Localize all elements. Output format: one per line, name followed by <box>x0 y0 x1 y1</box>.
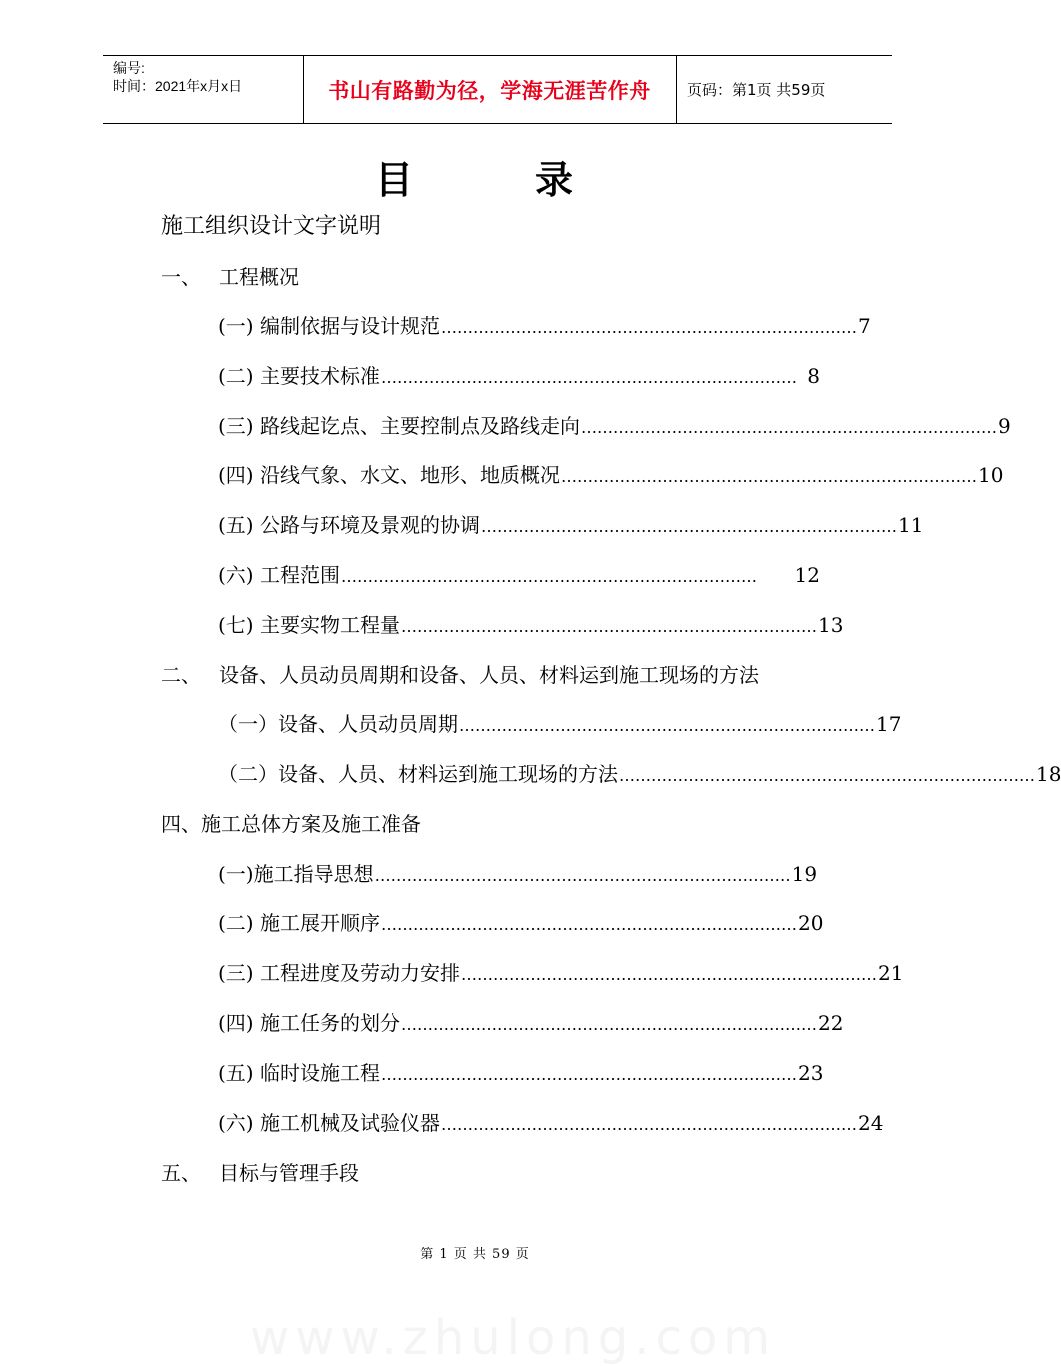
toc-entry-label: (四) 施工任务的划分 <box>218 1011 400 1035</box>
toc-entry-label: (一)施工指导思想 <box>218 862 374 886</box>
header-meta-cell <box>103 56 304 123</box>
toc-leader-dots: …………………………………………………………………… <box>440 1115 857 1134</box>
toc-entry[interactable] <box>218 760 1061 790</box>
toc-entry[interactable] <box>218 412 1011 442</box>
toc-entry-label: (六) 工程范围 <box>218 563 340 587</box>
toc-entry-label: (三) 工程进度及劳动力安排 <box>218 961 460 985</box>
toc-entry-number: （一） <box>218 712 278 736</box>
document-time-label: 时间：2021年x月x日 <box>113 78 243 94</box>
toc-entry[interactable] <box>218 860 818 890</box>
toc-entry-label: (四) 沿线气象、水文、地形、地质概况 <box>218 463 560 487</box>
toc-entry-label: (三) 路线起讫点、主要控制点及路线走向 <box>218 414 580 438</box>
toc-entry[interactable] <box>218 909 824 939</box>
toc-leader-dots: …………………………………………………………………… <box>460 965 877 984</box>
toc-entry-page: 23 <box>797 1061 824 1085</box>
watermark: www.zhulong.com <box>250 1310 777 1366</box>
toc-entry-page: 13 <box>817 613 844 637</box>
toc-entry[interactable] <box>218 511 924 541</box>
toc-leader-dots: …………………………………………………………………… <box>459 716 875 735</box>
title-char-left: 目 <box>374 158 415 202</box>
toc-leader-dots: …………………………………………………………………… <box>440 318 857 337</box>
section-title: 设备、人员动员周期和设备、人员、材料运到施工现场的方法 <box>219 663 759 687</box>
header-motto-cell <box>303 56 677 123</box>
section-title: 四、施工总体方案及施工准备 <box>161 812 421 836</box>
toc-leader-dots: …………………………………………………………………… <box>400 617 817 636</box>
page-header <box>103 55 892 124</box>
toc-entry-label: (二) 施工展开顺序 <box>218 911 380 935</box>
toc-entry-page: 8 <box>807 364 820 388</box>
toc-entry[interactable] <box>218 959 904 989</box>
section-number: 五、 <box>161 1161 201 1185</box>
toc-entry-number: （二） <box>218 762 278 786</box>
toc-entry[interactable] <box>218 710 902 740</box>
toc-entry-page: 18 <box>1036 762 1061 786</box>
section-title: 目标与管理手段 <box>219 1161 359 1185</box>
toc-entry-label: 设备、人员动员周期 <box>278 712 458 736</box>
toc-entry[interactable] <box>218 312 871 342</box>
toc-entry-page: 9 <box>997 414 1011 438</box>
toc-subtitle: 施工组织设计文字说明 <box>161 214 382 239</box>
toc-section-5 <box>161 1159 359 1187</box>
toc-entry-page: 22 <box>817 1011 844 1035</box>
toc-entry-label: (二) 主要技术标准 <box>218 364 380 388</box>
toc-entry-page: 21 <box>877 961 904 985</box>
header-motto: 书山有路勤为径，学海无涯苦作舟 <box>328 79 651 103</box>
toc-entry-label: (五) 临时设施工程 <box>218 1061 380 1085</box>
title-char-right: 录 <box>535 158 576 202</box>
toc-entry-label: (六) 施工机械及试验仪器 <box>218 1111 440 1135</box>
toc-entry[interactable] <box>218 362 820 392</box>
toc-leader-dots: …………………………………………………………………… <box>380 1065 797 1084</box>
toc-leader-dots: …………………………………………………………………… <box>400 1015 817 1034</box>
toc-entry-page: 11 <box>897 513 924 537</box>
page-title <box>0 150 950 210</box>
toc-leader-dots: …………………………………………………………………… <box>380 915 797 934</box>
toc-entry-page: 12 <box>794 563 820 587</box>
toc-entry-label: (五) 公路与环境及景观的协调 <box>218 513 480 537</box>
toc-entry-label: (七) 主要实物工程量 <box>218 613 400 637</box>
toc-entry-page: 20 <box>797 911 824 935</box>
toc-entry-page: 10 <box>977 463 1004 487</box>
toc-entry[interactable] <box>218 461 1004 491</box>
toc-entry-page: 7 <box>857 314 871 338</box>
toc-leader-dots: …………………………………………………………………… <box>480 517 897 536</box>
toc-section-1 <box>161 263 299 291</box>
toc-leader-dots: …………………………………………………………………… <box>374 866 791 885</box>
header-page-cell <box>677 56 892 123</box>
page-footer: 第 1 页 共 59 页 <box>420 1247 530 1262</box>
toc-entry[interactable] <box>218 1109 884 1139</box>
toc-leader-dots: …………………………………………………………………… <box>380 368 797 387</box>
section-title: 工程概况 <box>219 265 299 289</box>
toc-entry-page: 19 <box>791 862 818 886</box>
toc-leader-dots: …………………………………………………………………… <box>580 418 997 437</box>
toc-leader-dots: …………………………………………………………………… <box>619 766 1035 785</box>
toc-entry[interactable] <box>218 611 844 641</box>
document-code-label: 编号: <box>113 60 145 76</box>
toc-section-4 <box>161 810 421 838</box>
header-page-number: 页码：第1页 共59页 <box>687 81 826 99</box>
section-number: 二、 <box>161 663 201 687</box>
toc-entry-label: (一) 编制依据与设计规范 <box>218 314 440 338</box>
toc-leader-dots: …………………………………………………………………… <box>340 567 757 586</box>
toc-entry-page: 24 <box>857 1111 884 1135</box>
toc-entry-label: 设备、人员、材料运到施工现场的方法 <box>278 762 618 786</box>
toc-entry-page: 17 <box>876 712 902 736</box>
toc-entry[interactable] <box>218 561 820 591</box>
toc-leader-dots: …………………………………………………………………… <box>560 467 977 486</box>
toc-section-2 <box>161 661 759 689</box>
toc-entry[interactable] <box>218 1059 824 1089</box>
toc-entry[interactable] <box>218 1009 844 1039</box>
section-number: 一、 <box>161 265 201 289</box>
